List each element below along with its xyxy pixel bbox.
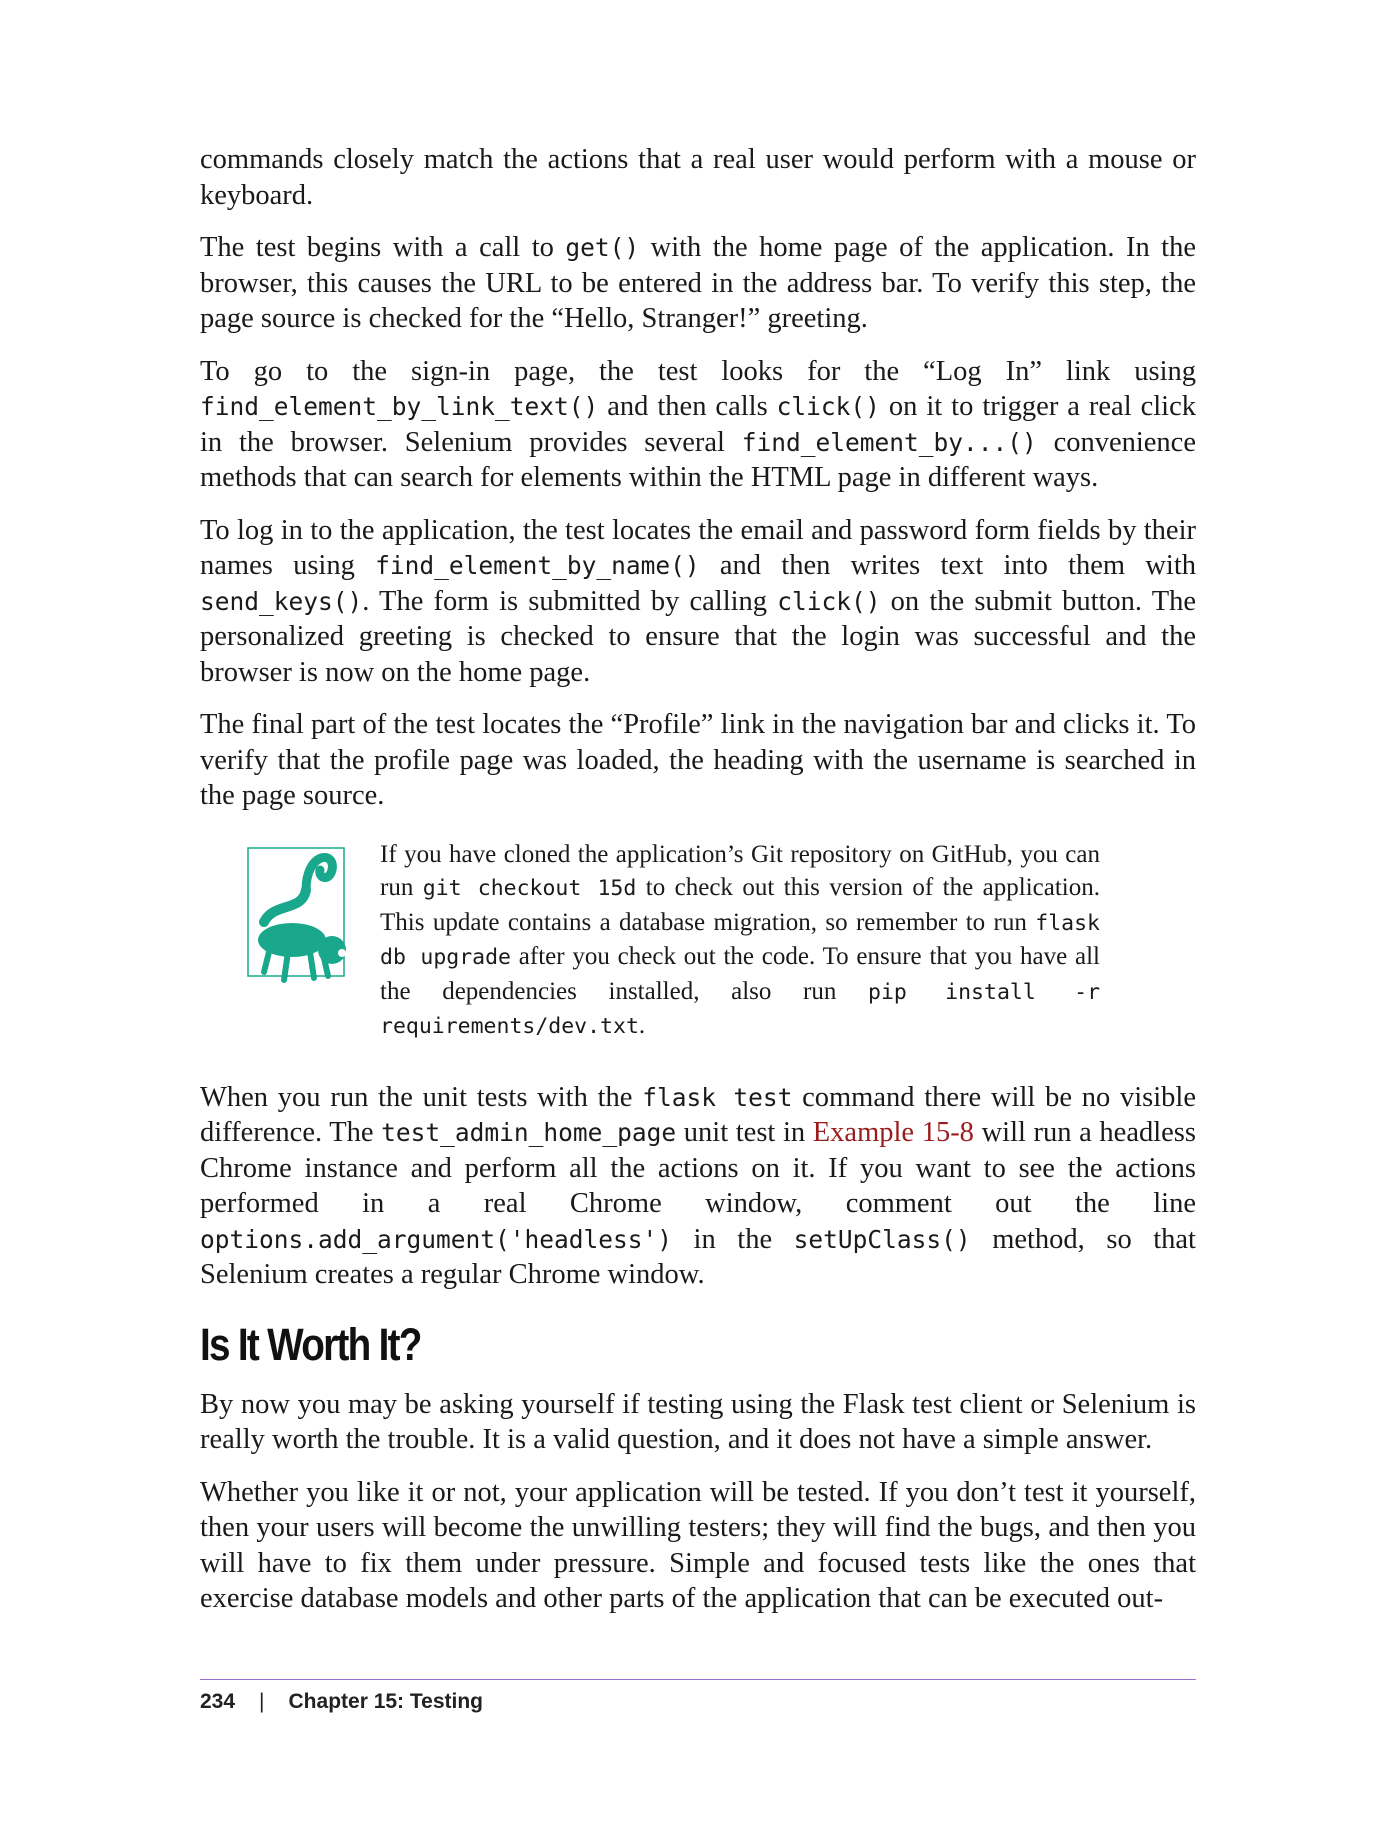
paragraph-6: When you run the unit tests with the flask test command there will be no visible difference. The test_admin_home_page unit test in Example 15-8 will run a headless Chrome instance and perform all the actions on it. If you want to see the actions performed in a real Chrome window, comment out the line options.add_argument('headless') in the setUpClass() method, so that Selenium creates a regular Chrome window.	[200, 1081, 1196, 1290]
page-number: 234	[200, 1690, 236, 1713]
section-heading: Is It Worth It?	[200, 1318, 421, 1370]
page-footer	[200, 1690, 483, 1714]
tip-note	[200, 838, 1100, 1044]
page-body	[200, 142, 1196, 1634]
inline-code: find_element_by_link_text()	[200, 392, 599, 421]
paragraph-8: Whether you like it or not, your application will be tested. If you don’t test it yourself, then your users will become the unwilling testers; they will find the bugs, and then you will have to fix them under pressure. Simple and focused tests like the ones that exercise database models and other parts of the application that can be executed out-	[200, 1476, 1196, 1614]
chapter-title: Chapter 15: Testing	[288, 1690, 483, 1713]
inline-code: click()	[776, 392, 880, 421]
paragraph-1: commands closely match the actions that a real user would perform with a mouse or keyboard.	[200, 144, 1196, 211]
paragraph-7: By now you may be asking yourself if testing using the Flask test client or Selenium is really worth the trouble. It is a valid question, and it does not have a simple answer.	[200, 1388, 1196, 1455]
footer-separator: |	[259, 1690, 265, 1713]
inline-code: get()	[565, 233, 640, 262]
inline-code: test_admin_home_page	[381, 1118, 677, 1147]
inline-code: pip install -r requirements/dev.txt	[380, 979, 1101, 1039]
inline-code: git checkout 15d	[422, 876, 637, 901]
paragraph-2: The test begins with a call to get() with the home page of the application. In the browser, this causes the URL to be entered in the address bar. To verify this step, the page source is checked for the “Hello, Stranger!” greeting.	[200, 232, 1197, 334]
footer-rule	[200, 1679, 1196, 1680]
example-15-8-link[interactable]: Example 15-8	[812, 1117, 974, 1148]
paragraph-5: The final part of the test locates the “Profile” link in the navigation bar and clicks it. To verify that the profile page was loaded, the heading with the username is searched in the page source.	[200, 709, 1196, 811]
inline-code: flask db upgrade	[380, 910, 1100, 970]
inline-code: options.add_argument('headless')	[200, 1224, 673, 1254]
lemur-note-icon	[244, 840, 354, 990]
inline-code: flask test	[642, 1082, 793, 1112]
inline-code: click()	[777, 586, 881, 616]
inline-code: send_keys()	[200, 586, 363, 616]
paragraph-3: To go to the sign-in page, the test looks for the “Log In” link using find_element_by_link_text() and then calls click() on it to trigger a real click in the browser. Selenium provides several find_element_by...() convenience methods that can search for elements within the HTML page in different ways.	[200, 355, 1196, 493]
paragraph-4: To log in to the application, the test locates the email and password form fields by their names using find_element_by_name() and then writes text into them with send_keys(). The form is submitted by calling click() on the submit button. The personalized greeting is checked to ensure that the login was successful and the browser is now on the home page.	[200, 514, 1197, 688]
inline-code: find_element_by_name()	[375, 551, 700, 580]
inline-code: find_element_by...()	[741, 427, 1037, 457]
inline-code: setUpClass()	[793, 1224, 971, 1254]
tip-note-text: If you have cloned the application’s Git repository on GitHub, you can run git checkout 15d to check out this version of the application. This update contains a database migration, so remember to run flask db upgrade after you check out the code. To ensure that you have all the dependencies installed, also run pip install -r requirements/dev.txt.	[380, 840, 1101, 1039]
